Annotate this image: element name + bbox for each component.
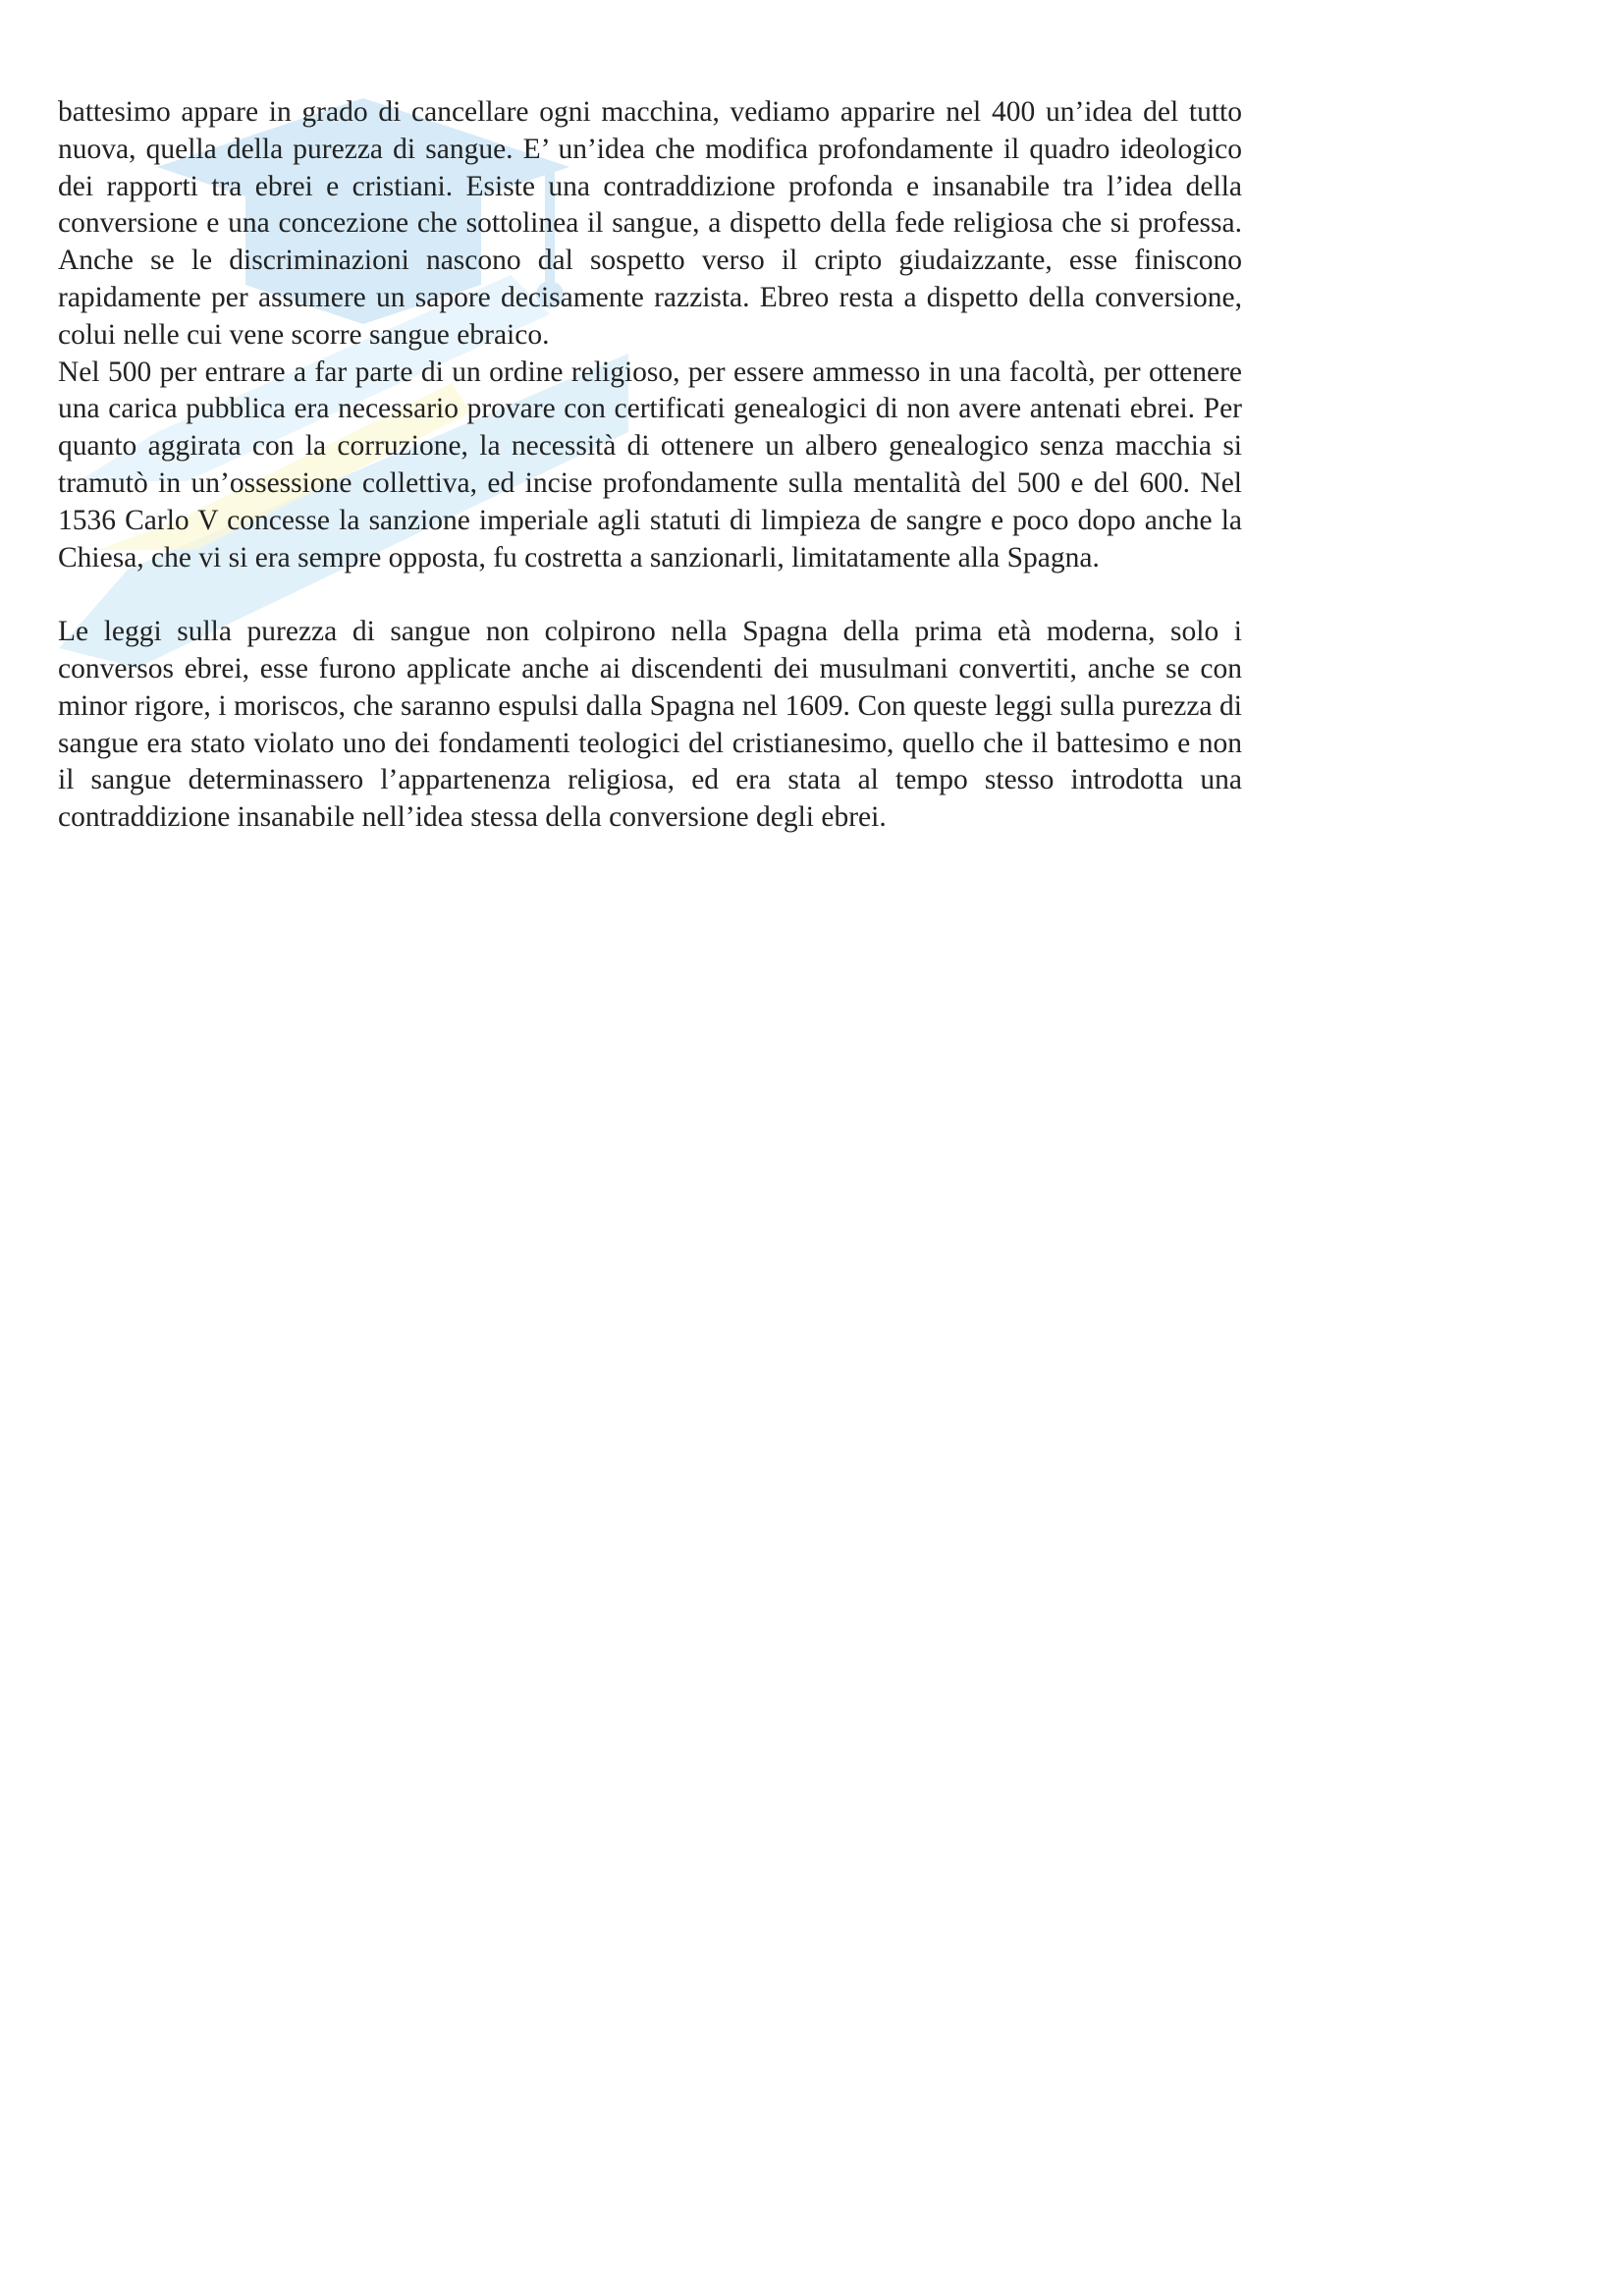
paragraph-3: Le leggi sulla purezza di sangue non colpirono nella Spagna della prima età moderna, solo i conversos ebrei, esse furono applicate anche ai discendenti dei musulmani convertiti, anche se con minor rigore, i moriscos, che saranno espulsi dalla Spagna nel 1609. Con queste leggi sulla purezza di sangue era stato violato uno dei fondamenti teologici del cristianesimo, quello che il battesimo e non il sangue determinassero l’appartenenza religiosa, ed era stata al tempo stesso introdotta una contraddizione insanabile nell’idea stessa della conversione degli ebrei. bbox=[58, 616, 1242, 834]
paragraph-spacer bbox=[58, 576, 1242, 614]
paragraph-1: battesimo appare in grado di cancellare ogni macchina, vediamo apparire nel 400 un’idea del tutto nuova, quella della purezza di sangue. E’ un’idea che modifica profondamente il quadro ideologico dei rapporti tra ebrei e cristiani. Esiste una contraddizione profonda e insanabile tra l’idea della conversione e una concezione che sottolinea il sangue, a dispetto della fede religiosa che si professa. Anche se le discriminazioni nascono dal sospetto verso il cripto giudaizzante, esse finiscono rapidamente per assumere un sapore decisamente razzista. Ebreo resta a dispetto della conversione, colui nelle cui vene scorre sangue ebraico. bbox=[58, 96, 1242, 351]
document-body bbox=[58, 94, 1242, 837]
paragraph-2: Nel 500 per entrare a far parte di un ordine religioso, per essere ammesso in una facoltà, per ottenere una carica pubblica era necessario provare con certificati genealogici di non avere antenati ebrei. Per quanto aggirata con la corruzione, la necessità di ottenere un albero genealogico senza macchia si tramutò in un’ossessione collettiva, ed incise profondamente sulla mentalità del 500 e del 600. Nel 1536 Carlo V concesse la sanzione imperiale agli statuti di limpieza de sangre e poco dopo anche la Chiesa, che vi si era sempre opposta, fu costretta a sanzionarli, limitatamente alla Spagna. bbox=[58, 355, 1242, 574]
